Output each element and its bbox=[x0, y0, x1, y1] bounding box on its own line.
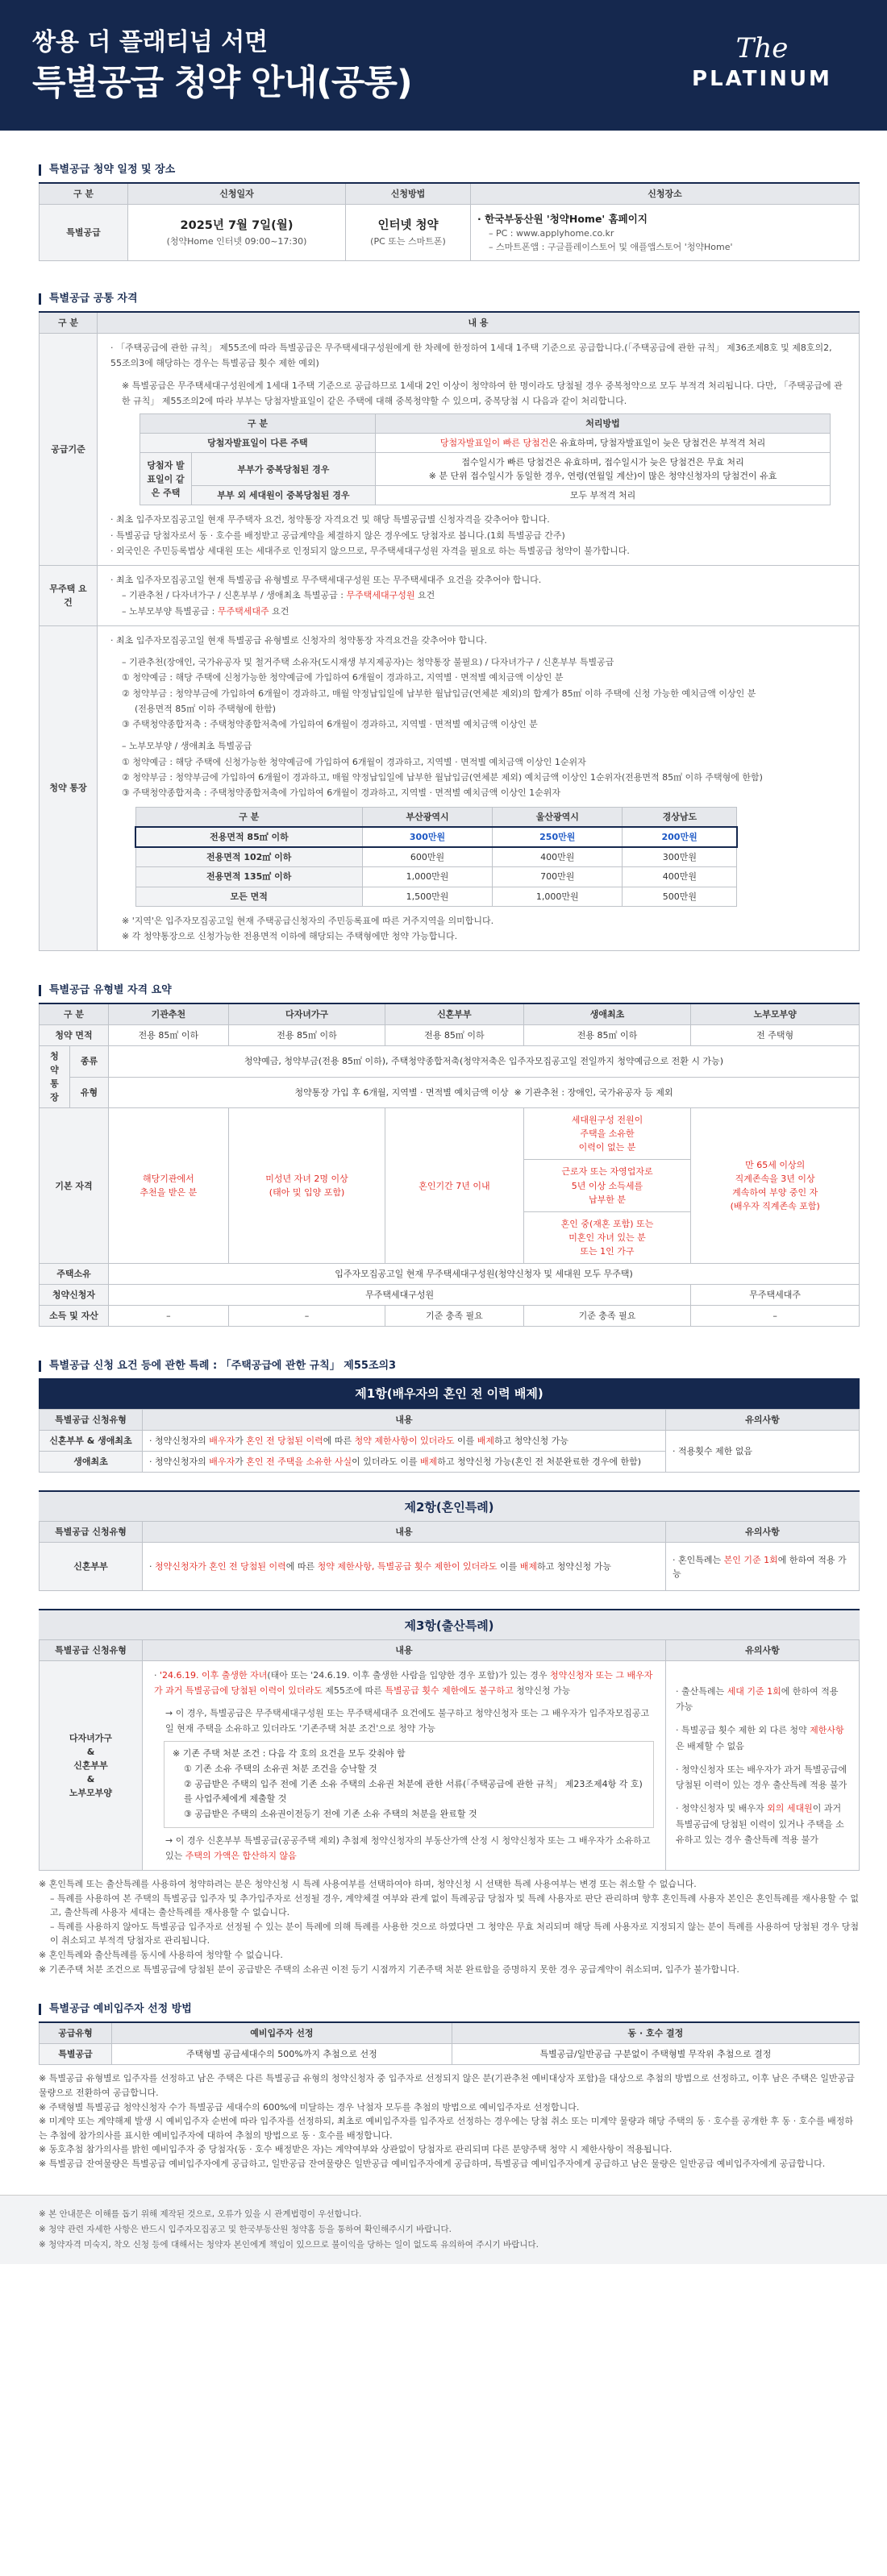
b4a1: 세대원구성 전원이 bbox=[571, 1115, 643, 1126]
sp1-th-2: 유의사항 bbox=[666, 1409, 860, 1430]
b5d: (배우자 직계존속 포함) bbox=[730, 1201, 820, 1212]
deposit-table bbox=[135, 807, 738, 906]
account-r2: – 기관추천(장애인, 국가유공자 및 철거주택 소유자(도시재생 부지제공자)는 청약통장 불필요) / 다자녀가구 / 신혼부부 특별공급 bbox=[122, 657, 614, 668]
t4d: & bbox=[86, 1774, 95, 1785]
sum-basic-1b: 추천을 받은 분 bbox=[140, 1187, 198, 1199]
c1g: 이를 bbox=[454, 1435, 477, 1446]
sum-basic-2 bbox=[228, 1108, 385, 1263]
sum-th-0: 구 분 bbox=[40, 1003, 109, 1025]
d1g: 청약신청 가능 bbox=[513, 1685, 571, 1697]
platinum-logo bbox=[685, 32, 839, 105]
c1i: 하고 청약신청 가능 bbox=[494, 1435, 569, 1446]
dep-row-102 bbox=[135, 847, 737, 867]
c3d: 청약 제한사항, 특별공급 횟수 제한이 있더라도 bbox=[317, 1561, 498, 1573]
sum-basic-4b bbox=[524, 1160, 691, 1211]
b4b3: 납부한 분 bbox=[588, 1194, 626, 1205]
sp1-th-0: 특별공급 신청유형 bbox=[40, 1409, 143, 1430]
account-r4: ② 청약부금 : 청약부금에 가입하여 6개월이 경과하고, 매월 약정납입일에 납부한 월납입금(연체분 제외)의 합계가 85㎡ 이하 주택에 신청 가능한 예치금액 이상인 분 bbox=[122, 688, 756, 699]
nohouse-q3 bbox=[110, 604, 846, 619]
u3b: 본인 기준 1회 bbox=[723, 1554, 778, 1565]
sum-basic-4a bbox=[524, 1108, 691, 1160]
b5c: 계속하여 부양 중인 자 bbox=[732, 1187, 818, 1199]
sp3-d1 bbox=[154, 1668, 654, 1699]
logo-the: The bbox=[735, 32, 789, 64]
u41c: 은 배제할 수 없음 bbox=[676, 1740, 744, 1751]
dep-3-ulsan: 1,000만원 bbox=[493, 887, 623, 906]
u41a: · 특별공급 횟수 제한 외 다른 청약 bbox=[676, 1725, 810, 1736]
t4b: & bbox=[86, 1747, 95, 1758]
d3: → 이 경우 신혼부부 특별공급(공공주택 제외) 추첨제 청약신청자의 부동산가액 산정 시 청약신청자 또는 그 배우자가 소유하고 있는 bbox=[165, 1834, 651, 1861]
sp3-th-0: 특별공급 신청유형 bbox=[40, 1640, 143, 1661]
dep-3-label: 모든 면적 bbox=[135, 887, 362, 906]
sp3-d2: → 이 경우, 특별공급은 무주택세대구성원 또는 무주택세대주 요건에도 불구하고 청약신청자 또는 그 배우자가 입주자모집공고일 현재 주택을 소유하고 있더라도 '기존주택 처분 조건'으로 청약 가능 bbox=[165, 1707, 650, 1734]
dep-2-busan: 1,000만원 bbox=[362, 867, 492, 887]
header-banner bbox=[0, 0, 887, 131]
b4a2: 주택을 소유한 bbox=[580, 1128, 635, 1140]
sum-area-5: 전 주택형 bbox=[691, 1025, 860, 1046]
c2g: 하고 청약신청 가능(혼인 전 처분완료한 경우에 한함) bbox=[437, 1456, 641, 1467]
sum-home-value: 입주자모집공고일 현재 무주택세대구성원(청약신청자 및 세대원 모두 무주택) bbox=[109, 1263, 860, 1284]
supply-p1: · 「주택공급에 관한 규칙」 제55조에 따라 특별공급은 무주택세대구성원에게 한 차례에 한정하여 1세대 1주택 기준으로 공급합니다.(「주택공급에 관한 규칙」 제36조제8호 및 제8호의2, 55조의3에 해당하는 경우는 특별공급 횟수 제한 예외) bbox=[110, 343, 832, 369]
c3a: · bbox=[149, 1561, 155, 1573]
special-banner-3: 제3항(출산특례) bbox=[39, 1609, 860, 1639]
sum-income-label: 소득 및 자산 bbox=[40, 1305, 109, 1326]
dep-0-ulsan: 250만원 bbox=[493, 827, 623, 847]
c3e: 이를 bbox=[497, 1561, 520, 1573]
sum-th-1: 기관추천 bbox=[109, 1003, 229, 1025]
sum-kind-label: 종류 bbox=[70, 1046, 109, 1078]
label-account: 청약 통장 bbox=[40, 625, 98, 950]
sp3-th-2: 유의사항 bbox=[666, 1640, 860, 1661]
sum-th-2: 다자녀가구 bbox=[228, 1003, 385, 1025]
c1f: 청약 제한사항이 있더라도 bbox=[354, 1435, 455, 1446]
c1b: 배우자 bbox=[209, 1435, 235, 1446]
schedule-date-sub: (청약Home 인터넷 09:00~17:30) bbox=[166, 236, 307, 247]
label-supply-standard: 공급기준 bbox=[40, 334, 98, 566]
u42a: · 청약신청자 또는 배우자가 과거 특별공급에 당첨된 이력이 있는 경우 출산특례 적용 불가 bbox=[676, 1764, 847, 1791]
dep-th-3: 경상남도 bbox=[623, 808, 737, 828]
sp1-content-1 bbox=[143, 1430, 666, 1451]
b4c1: 혼인 중(재혼 포함) 또는 bbox=[560, 1218, 654, 1229]
c1c: 가 bbox=[235, 1435, 247, 1446]
c2e: 이 있더라도 이를 bbox=[352, 1456, 421, 1467]
sp3-th-1: 내용 bbox=[143, 1640, 666, 1661]
dep-1-ulsan: 400만원 bbox=[493, 847, 623, 867]
res-unit: 특별공급/일반공급 구분없이 주택형별 무작위 추첨으로 결정 bbox=[452, 2044, 859, 2065]
sum-area-1: 전용 85㎡ 이하 bbox=[109, 1025, 229, 1046]
section-reserve-title: 특별공급 예비입주자 선정 방법 bbox=[39, 2004, 860, 2015]
footer-1: ※ 청약 관련 자세한 사항은 반드시 입주자모집공고 및 한국부동산원 청약홈 등을 통하여 확인해주시기 바랍니다. bbox=[39, 2225, 452, 2235]
u3a: · 혼인특례는 bbox=[673, 1554, 724, 1565]
sum-basic-label: 기본 자격 bbox=[40, 1108, 109, 1263]
dep-th-2: 울산광역시 bbox=[493, 808, 623, 828]
d1b: '24.6.19. 이후 출생한 자녀 bbox=[160, 1670, 268, 1681]
nohouse-content bbox=[98, 566, 860, 626]
res-n0: ※ 특별공급 유형별로 입주자를 선정하고 남은 주택은 다른 특별공급 유형의 청약신청자 중 입주자로 선정되지 않은 분(기관추천 예비대상자 포함)을 대상으로 추첨의 방법으로 선정하고, 이후 남은 주택은 일반공급 물량으로 전환하여 공급합니다. bbox=[39, 2073, 855, 2098]
u41b: 제한사항 bbox=[810, 1725, 844, 1736]
e1: ※ 혼인특례 또는 출산특례를 사용하여 청약하려는 분은 청약신청 시 특례 사용여부를 선택하여야 하며, 청약신청 시 선택한 특례 사용여부는 변경 또는 취소할 수 없습니다. bbox=[39, 1879, 697, 1890]
dup-row2-label: 부부가 중복당첨된 경우 bbox=[192, 453, 376, 486]
account-r3: ① 청약예금 : 해당 주택에 신청가능한 청약예금에 가입하여 6개월이 경과하고, 지역별 · 면적별 예치금액 이상인 분 bbox=[122, 672, 564, 683]
dup-row2-text1: 접수일시가 빠른 당첨건은 유효하며, 접수일시가 늦은 당첨건은 무효 처리 bbox=[461, 457, 744, 468]
section-special-title: 특별공급 신청 요건 등에 관한 특례 : 「주택공급에 관한 규칙」 제55조의3 bbox=[39, 1361, 860, 1372]
sp3-condition-box bbox=[164, 1741, 654, 1827]
res-th-2: 동 · 호수 결정 bbox=[452, 2022, 859, 2044]
account-n1: ※ '지역'은 입주자모집공고일 현재 주택공급신청자의 주민등록표에 따른 거주지역을 의미합니다. bbox=[122, 915, 494, 926]
b4b1: 근로자 또는 자영업자로 bbox=[561, 1166, 653, 1178]
duplicate-table bbox=[140, 413, 831, 505]
supply-standard-content bbox=[98, 334, 860, 566]
nohouse-q3-end: 요건 bbox=[269, 605, 289, 617]
dep-th-1: 부산광역시 bbox=[362, 808, 492, 828]
dep-row-all bbox=[135, 887, 737, 906]
sp2-note bbox=[666, 1543, 860, 1591]
c3b: 청약신청자가 혼인 전 당첨된 이력 bbox=[155, 1561, 286, 1573]
sp3-d3 bbox=[154, 1833, 654, 1864]
supply-p3: · 최초 입주자모집공고일 현재 무주택자 요건, 청약통장 자격요건 및 해당 특별공급별 신청자격을 갖추어야 합니다. bbox=[110, 514, 550, 526]
sum-basic-2b: (태아 및 입양 포함) bbox=[269, 1187, 345, 1199]
account-n2: ※ 각 청약통장으로 신청가능한 전용면적 이하에 해당되는 주택형에만 청약 가능합니다. bbox=[122, 930, 458, 941]
c3c: 에 따른 bbox=[285, 1561, 318, 1573]
sum-area-label: 청약 면적 bbox=[40, 1025, 109, 1046]
sum-th-5: 노부모부양 bbox=[691, 1003, 860, 1025]
logo-platinum: PLATINUM bbox=[692, 67, 832, 91]
u4-1 bbox=[676, 1722, 849, 1754]
u40c: 에 한하여 적용 가능 bbox=[676, 1685, 839, 1713]
th-date: 신청일자 bbox=[128, 183, 346, 205]
sp1-type-2: 생애최초 bbox=[40, 1452, 143, 1473]
sum-apply-value2: 무주택세대주 bbox=[691, 1284, 860, 1305]
b5a: 만 65세 이상의 bbox=[745, 1159, 806, 1170]
label-nohouse: 무주택 요건 bbox=[40, 566, 98, 626]
footer-2: ※ 청약자격 미숙지, 착오 신청 등에 대해서는 청약자 본인에게 책임이 있으므로 불이익을 당하는 일이 없도록 유의하여 주시기 바랍니다. bbox=[39, 2240, 539, 2250]
sp3-content bbox=[143, 1661, 666, 1871]
c1h: 배제 bbox=[477, 1435, 495, 1446]
sum-apply-label: 청약신청자 bbox=[40, 1284, 109, 1305]
res-type: 특별공급 bbox=[40, 2044, 112, 2065]
nohouse-q2 bbox=[110, 588, 846, 603]
sp2-type: 신혼부부 bbox=[40, 1543, 143, 1591]
schedule-table bbox=[39, 182, 860, 261]
sum-type-note: ※ 기관추천 : 장애인, 국가유공자 등 제외 bbox=[514, 1087, 673, 1099]
schedule-place-app: – 스마트폰앱 : 구글플레이스토어 및 애플앱스토어 '청약Home' bbox=[489, 242, 733, 253]
account-r9: ② 청약부금 : 청약부금에 가입하여 6개월이 경과하고, 매월 약정납입일에 납부한 월납입금(연체분 제외) 예치금액 이상인 1순위자(전용면적 85㎡ 이하 주택형에 한함) bbox=[122, 771, 763, 783]
u4-0 bbox=[676, 1684, 849, 1715]
schedule-date-cell bbox=[128, 205, 346, 261]
dep-row-85 bbox=[135, 827, 737, 847]
sp1-th-1: 내용 bbox=[143, 1409, 666, 1430]
sum-basic-1a: 해당기관에서 bbox=[143, 1174, 194, 1184]
dup-row1-value bbox=[375, 434, 830, 453]
dup-th-method: 처리방법 bbox=[375, 414, 830, 434]
sum-basic-3: 혼인기간 7년 이내 bbox=[385, 1108, 523, 1263]
sum-type-value bbox=[109, 1077, 860, 1108]
sum-type-label: 유형 bbox=[70, 1077, 109, 1108]
b4c3: 또는 1인 가구 bbox=[580, 1245, 635, 1257]
sp3-type bbox=[40, 1661, 143, 1871]
common-qual-table bbox=[39, 311, 860, 951]
c2c: 가 bbox=[235, 1456, 247, 1467]
sum-basic-2a: 미성년 자녀 2명 이상 bbox=[265, 1174, 348, 1184]
u4-2 bbox=[676, 1762, 849, 1793]
dup-row3-label: 부부 외 세대원이 중복당첨된 경우 bbox=[192, 486, 376, 505]
sp1-note: · 적용횟수 제한 없음 bbox=[666, 1430, 860, 1472]
b4b2: 5년 이상 소득세를 bbox=[571, 1180, 643, 1191]
section-schedule-title: 특별공급 청약 일정 및 장소 bbox=[39, 164, 860, 176]
nohouse-q1: · 최초 입주자모집공고일 현재 특별공급 유형별로 무주택세대구성원 또는 무주택세대주 요건을 갖추어야 합니다. bbox=[110, 575, 542, 586]
special-banner-1: 제1항(배우자의 혼인 전 이력 배제) bbox=[39, 1378, 860, 1409]
special-notes bbox=[39, 1877, 860, 1976]
account-r10: ③ 주택청약종합저축 : 주택청약종합저축에 가입하여 6개월이 경과하고, 지역별 · 면적별 예치금액 이상인 1순위자 bbox=[122, 787, 561, 799]
c2a: · 청약신청자의 bbox=[149, 1456, 210, 1467]
dup-same-date-label: 당첨자 발표일이 같은 주택 bbox=[140, 453, 192, 505]
dep-1-label: 전용면적 102㎡ 이하 bbox=[135, 847, 362, 867]
dup-row2-value bbox=[375, 453, 830, 486]
e5: ※ 기존주택 처분 조건으로 특별공급에 당첨된 분이 공급받은 주택의 소유권 이전 등기 시점까지 기존주택 처분 완료함을 증명하지 못한 경우 공급계약이 취소되며, 입주가 불가합니다. bbox=[39, 1963, 739, 1975]
c1a: · 청약신청자의 bbox=[149, 1435, 210, 1446]
dup-row1-red: 당첨자발표일이 빠른 당첨건 bbox=[439, 438, 549, 449]
sum-home-label: 주택소유 bbox=[40, 1263, 109, 1284]
d1a: · bbox=[154, 1670, 160, 1681]
c3g: 하고 청약신청 가능 bbox=[537, 1561, 612, 1573]
sum-basic-1 bbox=[109, 1108, 229, 1263]
d1c: (태아 또는 '24.6.19. 이후 출생한 사람을 입양한 경우 포함)가 있는 경우 bbox=[267, 1670, 550, 1681]
dup-th-gubun: 구 분 bbox=[140, 414, 376, 434]
t4c: 신혼부부 bbox=[73, 1760, 108, 1772]
account-r6: ③ 주택청약종합저축 : 주택청약종합저축에 가입하여 6개월이 경과하고, 지역별 · 면적별 예치금액 이상인 분 bbox=[122, 719, 538, 730]
u40a: · 출산특례는 bbox=[676, 1685, 727, 1697]
bx1: ※ 기존 주택 처분 조건 : 다음 각 호의 요건을 모두 갖춰야 함 bbox=[173, 1748, 406, 1760]
d1f: 특별공급 횟수 제한에도 불구하고 bbox=[385, 1685, 514, 1697]
special-table-1 bbox=[39, 1409, 860, 1473]
sp2-th-0: 특별공급 신청유형 bbox=[40, 1522, 143, 1543]
dep-3-gyeongnam: 500만원 bbox=[623, 887, 737, 906]
dep-1-busan: 600만원 bbox=[362, 847, 492, 867]
summary-table bbox=[39, 1003, 860, 1327]
b5b: 직계존속을 3년 이상 bbox=[735, 1174, 815, 1184]
sum-acc-label: 청약 통장 bbox=[40, 1046, 70, 1108]
c2b: 배우자 bbox=[209, 1456, 235, 1467]
special-banner-2: 제2항(혼인특례) bbox=[39, 1490, 860, 1521]
sp2-th-2: 유의사항 bbox=[666, 1522, 860, 1543]
sum-inc-3: 기준 충족 필요 bbox=[385, 1305, 523, 1326]
th-gubun: 구 분 bbox=[40, 312, 98, 334]
sp1-content-2 bbox=[143, 1452, 666, 1473]
dep-0-label: 전용면적 85㎡ 이하 bbox=[135, 827, 362, 847]
account-r8: ① 청약예금 : 해당 주택에 신청가능한 청약예금에 가입하여 6개월이 경과하고, 지역별 · 면적별 예치금액 이상인 1순위자 bbox=[122, 756, 586, 767]
res-select: 주택형별 공급세대수의 500%까지 추첨으로 선정 bbox=[112, 2044, 452, 2065]
dup-row1-text: 은 유효하며, 당첨자발표일이 늦은 당첨건은 부적격 처리 bbox=[548, 438, 766, 449]
t4a: 다자녀가구 bbox=[69, 1732, 113, 1743]
d3r: 주택의 가액은 합산하지 않음 bbox=[185, 1850, 297, 1861]
dep-1-gyeongnam: 300만원 bbox=[623, 847, 737, 867]
sum-inc-1: – bbox=[109, 1305, 229, 1326]
sp2-th-1: 내용 bbox=[143, 1522, 666, 1543]
e3: – 특례를 사용하지 않아도 특별공급 입주자로 선정될 수 있는 분이 특례에 의해 특례를 사용한 것으로 하였다면 그 청약은 무효 처리되며 해당 특례 사용자로 지정되지 않는 분이 특례를 사용하여 당첨된 경우 당첨이 취소되고 부적격 당첨자로 관리됩니다. bbox=[50, 1921, 859, 1947]
section-common-title: 특별공급 공통 자격 bbox=[39, 293, 860, 305]
special-table-3 bbox=[39, 1639, 860, 1871]
nohouse-q3-text: – 노부모부양 특별공급 : bbox=[122, 605, 218, 617]
sum-area-4: 전용 85㎡ 이하 bbox=[523, 1025, 691, 1046]
bx4: ③ 공급받은 주택의 소유권이전등기 전에 기존 소유 주택의 처분을 완료할 것 bbox=[184, 1808, 477, 1819]
res-n4: ※ 특별공급 잔여물량은 특별공급 예비입주자에게 공급하고, 일반공급 잔여물량은 일반공급 예비입주자에게 공급하며, 특별공급 예비입주자에게 공급하고 남은 물량은 일반공급 예비입주자에게 공급합니다. bbox=[39, 2158, 826, 2169]
schedule-place-cell bbox=[471, 205, 860, 261]
u43c: 이 과거 특별공급에 당첨된 이력이 있거나 주택을 소유하고 있는 경우 출산특례 적용 불가 bbox=[676, 1803, 844, 1845]
dup-row3-value: 모두 부적격 처리 bbox=[375, 486, 830, 505]
sp2-content bbox=[143, 1543, 666, 1591]
nohouse-q2-end: 요건 bbox=[414, 590, 435, 601]
section-summary-title: 특별공급 유형별 자격 요약 bbox=[39, 985, 860, 996]
nohouse-q3-red: 무주택세대주 bbox=[217, 605, 269, 617]
res-n2: ※ 미계약 또는 계약해제 발생 시 예비입주자 순번에 따라 입주자를 선정하되, 최초로 예비입주자를 입주자로 선정하는 경우에는 당첨 취소 또는 미계약 물량과 해당 주택의 동 · 호수를 공개한 후 동 · 호수를 배정하는 추첨에 참가의사를 표시한 예비입주자에 대하여 추첨의 방법으로 동 · 호수를 배정합니다. bbox=[39, 2116, 854, 2141]
sum-area-2: 전용 85㎡ 이하 bbox=[228, 1025, 385, 1046]
sum-basic-5 bbox=[691, 1108, 860, 1263]
dep-3-busan: 1,500만원 bbox=[362, 887, 492, 906]
nohouse-q2-red: 무주택세대구성원 bbox=[346, 590, 415, 601]
header-title: 특별공급 청약 안내(공통) bbox=[32, 63, 412, 103]
d1d: 청약신청자 또는 그 배우자가 과거 특별공급에 당첨된 이력이 있더라도 bbox=[154, 1670, 653, 1697]
u3c: 에 한하여 적용 가능 bbox=[673, 1554, 847, 1579]
dep-0-busan: 300만원 bbox=[362, 827, 492, 847]
bx3: ② 공급받은 주택의 입주 전에 기존 소유 주택의 소유권 처분에 관한 서류(「주택공급에 관한 규칙」 제23조제4항 각 호)를 사업주체에게 제출할 것 bbox=[184, 1778, 643, 1805]
th-method: 신청방법 bbox=[346, 183, 471, 205]
res-n1: ※ 주택형별 특별공급 청약신청자 수가 특별공급 세대수의 600%에 미달하는 경우 낙첨자 모두를 추첨의 방법으로 예비입주자로 선정합니다. bbox=[39, 2101, 580, 2113]
c1e: 에 따른 bbox=[323, 1435, 355, 1446]
sum-apply-value: 무주택세대구성원 bbox=[109, 1284, 691, 1305]
sum-inc-2: – bbox=[228, 1305, 385, 1326]
schedule-method-cell bbox=[346, 205, 471, 261]
th-place: 신청장소 bbox=[471, 183, 860, 205]
d1e: 제55조에 따른 bbox=[322, 1685, 385, 1697]
schedule-date: 2025년 7월 7일(월) bbox=[180, 218, 294, 232]
sum-inc-4: 기준 충족 필요 bbox=[523, 1305, 691, 1326]
dep-2-label: 전용면적 135㎡ 이하 bbox=[135, 867, 362, 887]
e4: ※ 혼인특례와 출산특례를 동시에 사용하여 청약할 수 없습니다. bbox=[39, 1950, 283, 1961]
c2f: 배제 bbox=[420, 1456, 438, 1467]
row-label-special: 특별공급 bbox=[40, 205, 128, 261]
e2: – 특례를 사용하여 본 주택의 특별공급 입주자 및 추가입주자로 선정될 경우, 계약체결 여부와 관계 없이 특례공급 당첨자 및 특례 사용자로 판단 관리하며 향후 혼인특례 사용자 본인은 혼인특례를 재사용할 수 없고, 출산특례 사용자 세대는 출산특례를 재사용할 수 없습니다. bbox=[50, 1893, 859, 1918]
sum-inc-5: – bbox=[691, 1305, 860, 1326]
schedule-place-pc: – PC : www.applyhome.co.kr bbox=[489, 228, 614, 239]
footer-0: ※ 본 안내문은 이해를 돕기 위해 제작된 것으로, 오류가 있을 시 관계법령이 우선합니다. bbox=[39, 2209, 362, 2220]
special-table-2 bbox=[39, 1521, 860, 1591]
dep-0-gyeongnam: 200만원 bbox=[623, 827, 737, 847]
footer-disclaimer bbox=[0, 2195, 887, 2264]
sum-kind-value: 청약예금, 청약부금(전용 85㎡ 이하), 주택청약종합저축(청약저축은 입주자모집공고일 전일까지 청약예금으로 전환 시 가능) bbox=[109, 1046, 860, 1078]
sum-basic-4 bbox=[523, 1108, 691, 1263]
res-th-1: 예비입주자 선정 bbox=[112, 2022, 452, 2044]
nohouse-q2-text: – 기관추천 / 다자녀가구 / 신혼부부 / 생애최초 특별공급 : bbox=[122, 590, 347, 601]
c2d: 혼인 전 주택을 소유한 사실 bbox=[246, 1456, 352, 1467]
dep-2-gyeongnam: 400만원 bbox=[623, 867, 737, 887]
sum-area-3: 전용 85㎡ 이하 bbox=[385, 1025, 523, 1046]
dep-th-0: 구 분 bbox=[135, 808, 362, 828]
supply-p4: · 특별공급 당첨자로서 동 · 호수를 배정받고 공급계약을 체결하지 않은 경우에도 당첨자로 봅니다.(1회 특별공급 간주) bbox=[110, 530, 565, 541]
sum-type-text: 청약통장 가입 후 6개월, 지역별 · 면적별 예치금액 이상 bbox=[294, 1087, 509, 1099]
res-th-0: 공급유형 bbox=[40, 2022, 112, 2044]
b4a3: 이력이 없는 분 bbox=[578, 1142, 636, 1153]
schedule-method: 인터넷 청약 bbox=[377, 218, 439, 232]
supply-p2: ※ 특별공급은 무주택세대구성원에게 1세대 1주택 기준으로 공급하므로 1세대 2인 이상이 청약하여 한 명이라도 당첨될 경우 중복청약으로 모두 부적격 처리됩니다. 다만, 「주택공급에 관한 규칙」 제55조의2에 따라 부부는 당첨자발표일이 같은 주택에 대해 중복청약할 수 있으며, 중복당첨 시 다음과 같이 처리합니다. bbox=[122, 380, 843, 406]
u43b: 외의 세대원 bbox=[767, 1803, 813, 1814]
b4c2: 미혼인 자녀 있는 분 bbox=[568, 1232, 646, 1243]
bx2: ① 기존 소유 주택의 소유권 처분 조건을 승낙할 것 bbox=[184, 1763, 377, 1774]
header-subtitle: 쌍용 더 플래티넘 서면 bbox=[32, 28, 269, 56]
th-content: 내 용 bbox=[98, 312, 860, 334]
c3f: 배제 bbox=[519, 1561, 538, 1573]
dup-row1-label: 당첨자발표일이 다른 주택 bbox=[140, 434, 376, 453]
sp1-type-1: 신혼부부 & 생애최초 bbox=[40, 1430, 143, 1451]
dep-row-135 bbox=[135, 867, 737, 887]
reserve-table bbox=[39, 2021, 860, 2065]
c1d: 혼인 전 당첨된 이력 bbox=[246, 1435, 323, 1446]
res-n3: ※ 동호추첨 참가의사를 밝힌 예비입주자 중 당첨자(동 · 호수 배정받은 자)는 계약여부와 상관없이 당첨자로 관리되며 다른 분양주택 청약 시 제한사항이 적용됩니다. bbox=[39, 2144, 673, 2155]
account-r5: (전용면적 85㎡ 이하 주택형에 한함) bbox=[135, 703, 277, 714]
u40b: 세대 기준 1회 bbox=[727, 1685, 781, 1697]
reserve-notes bbox=[39, 2071, 860, 2171]
dup-row2-text2: ※ 분 단위 접수일시가 동일한 경우, 연령(연월일 계산)이 많은 청약신청자의 당첨건이 유효 bbox=[428, 471, 777, 482]
sp3-notes bbox=[666, 1661, 860, 1871]
u43a: · 청약신청자 및 배우자 bbox=[676, 1803, 768, 1814]
sum-th-3: 신혼부부 bbox=[385, 1003, 523, 1025]
th-category: 구 분 bbox=[40, 183, 128, 205]
sum-th-4: 생애최초 bbox=[523, 1003, 691, 1025]
account-content bbox=[98, 625, 860, 950]
schedule-place: · 한국부동산원 '청약Home' 홈페이지 bbox=[477, 212, 648, 225]
supply-p5: · 외국인은 주민등록법상 세대원 또는 세대주로 인정되지 않으므로, 무주택세대구성원 자격을 필요로 하는 특별공급 청약이 불가합니다. bbox=[110, 545, 630, 556]
account-r7: – 노부모부양 / 생애최초 특별공급 bbox=[122, 741, 252, 752]
sum-basic-4c bbox=[524, 1212, 691, 1263]
u4-3 bbox=[676, 1801, 849, 1847]
schedule-method-sub: (PC 또는 스마트폰) bbox=[370, 236, 446, 247]
t4e: 노부모부양 bbox=[69, 1788, 113, 1799]
account-r1: · 최초 입주자모집공고일 현재 특별공급 유형별로 신청자의 청약통장 자격요건을 갖추어야 합니다. bbox=[110, 634, 487, 646]
dep-2-ulsan: 700만원 bbox=[493, 867, 623, 887]
